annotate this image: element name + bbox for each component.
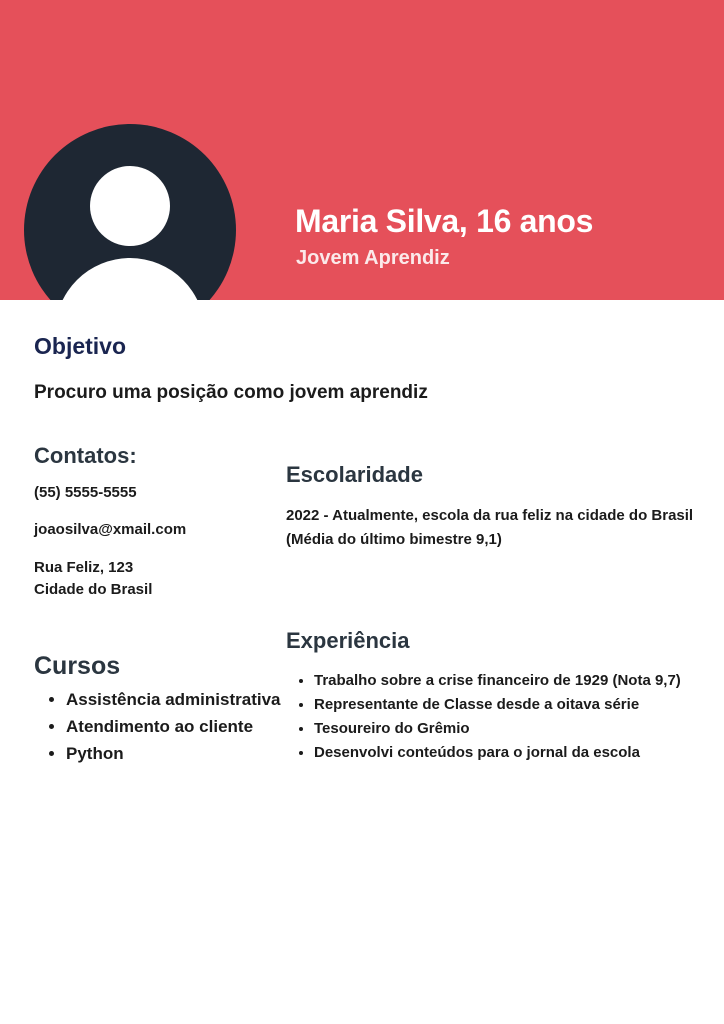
address-city: Cidade do Brasil [34,581,153,598]
list-item: • Atendimento ao cliente [66,713,286,740]
objective-text: Procuro uma posição como jovem aprendiz [34,382,428,403]
experience-list [286,669,724,765]
courses-heading: Cursos [34,652,121,680]
education-heading: Escolaridade [286,462,423,487]
address-street: Rua Feliz, 123 [34,559,134,576]
list-item: • Desenvolvi conteúdos para o jornal da escola [314,741,724,765]
contact-address [34,557,152,601]
contact-phone: (55) 5555-5555 [34,484,137,501]
header-banner [0,0,724,300]
list-item: • Python [66,740,286,767]
contact-email: joaosilva@xmail.com [34,521,187,538]
avatar-body-shape [55,258,205,300]
courses-list [34,686,286,767]
objective-heading: Objetivo [34,333,127,359]
experience-heading: Experiência [286,628,410,653]
contacts-heading: Contatos: [34,443,137,468]
list-item: • Tesoureiro do Grêmio [314,717,724,741]
avatar-icon [24,124,236,300]
candidate-role: Jovem Aprendiz [296,247,450,269]
education-text: 2022 - Atualmente, escola da rua feliz na cidade do Brasil (Média do último bimestre 9,1) [286,507,694,548]
list-item: • Trabalho sobre a crise financeiro de 1929 (Nota 9,7) [314,669,724,693]
list-item: • Representante de Classe desde a oitava série [314,693,724,717]
avatar-head-shape [90,166,170,246]
candidate-name: Maria Silva, 16 anos [295,203,594,239]
list-item: • Assistência administrativa [66,686,286,713]
